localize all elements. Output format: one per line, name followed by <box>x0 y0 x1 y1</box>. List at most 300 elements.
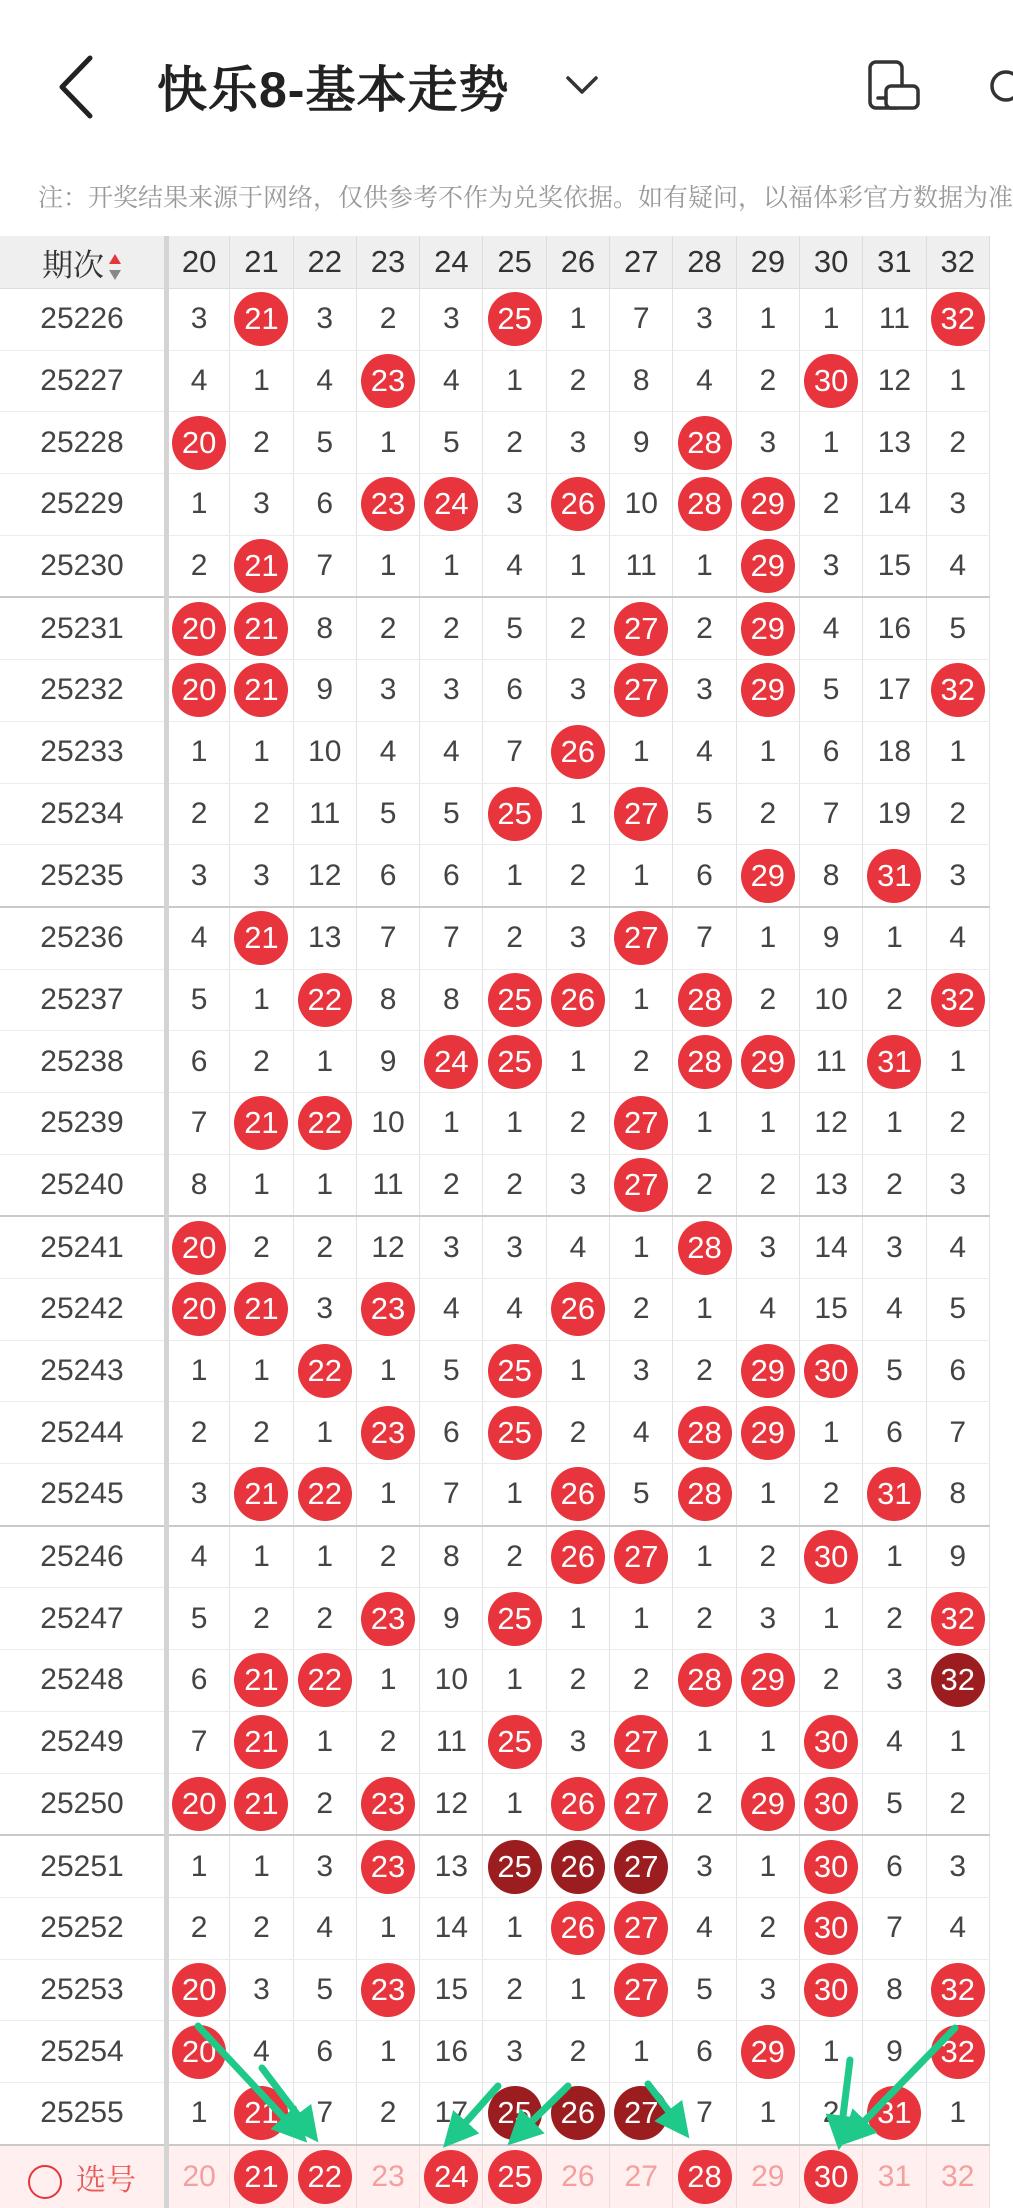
drawn-number-ball: 23 <box>361 354 415 408</box>
trend-cell: 4 <box>420 1279 483 1341</box>
drawn-number-ball: 25 <box>488 1592 542 1646</box>
trend-cell <box>356 1588 419 1650</box>
trend-cell: 1 <box>546 1031 609 1093</box>
trend-cell: 13 <box>420 1835 483 1897</box>
trend-cell: 15 <box>799 1279 862 1341</box>
select-number-cell[interactable]: 32 <box>926 2145 989 2208</box>
trend-cell: 16 <box>420 2021 483 2083</box>
trend-cell: 5 <box>167 1588 230 1650</box>
trend-cell: 5 <box>673 783 736 845</box>
trend-cell: 2 <box>863 1588 926 1650</box>
column-header: 31 <box>863 236 926 289</box>
trend-cell <box>230 289 293 351</box>
column-header: 25 <box>483 236 546 289</box>
trend-cell: 1 <box>736 907 799 969</box>
period-cell: 25252 <box>0 1897 167 1959</box>
column-header: 26 <box>546 236 609 289</box>
trend-cell: 1 <box>546 1959 609 2021</box>
trend-cell <box>863 2082 926 2144</box>
trend-cell: 3 <box>167 845 230 907</box>
drawn-number-ball: 26 <box>551 725 605 779</box>
trend-cell: 1 <box>483 1773 546 1835</box>
select-number-cell[interactable]: 26 <box>546 2145 609 2208</box>
drawn-number-ball: 20 <box>172 1963 226 2017</box>
trend-cell: 12 <box>293 845 356 907</box>
table-row <box>0 1526 989 1588</box>
trend-cell: 5 <box>926 1279 989 1341</box>
drawn-number-ball: 25 <box>488 787 542 841</box>
drawn-number-ball: 28 <box>678 973 732 1027</box>
drawn-number-ball: 21 <box>234 539 288 593</box>
drawn-number-ball: 32 <box>931 1963 985 2017</box>
trend-cell <box>610 1897 673 1959</box>
drawn-number-ball: 21 <box>234 602 288 656</box>
trend-cell: 6 <box>673 2021 736 2083</box>
select-number-cell[interactable]: 23 <box>356 2145 419 2208</box>
trend-cell: 6 <box>293 2021 356 2083</box>
trend-cell: 3 <box>483 474 546 536</box>
select-number-cell[interactable] <box>673 2145 736 2208</box>
drawn-number-ball: 25 <box>488 1406 542 1460</box>
trend-cell: 8 <box>863 1959 926 2021</box>
trend-cell: 5 <box>420 783 483 845</box>
trend-cell <box>230 660 293 722</box>
period-cell: 25237 <box>0 969 167 1031</box>
drawn-number-ball: 20 <box>172 663 226 717</box>
drawn-number-ball: 28 <box>678 1035 732 1089</box>
trend-cell: 1 <box>736 1835 799 1897</box>
drawn-number-ball: 26 <box>551 477 605 531</box>
trend-cell: 2 <box>736 1897 799 1959</box>
drawn-number-ball: 24 <box>424 1035 478 1089</box>
table-header-row <box>0 236 989 289</box>
trend-cell <box>610 907 673 969</box>
drawn-number-ball: 20 <box>172 2025 226 2079</box>
trend-cell: 2 <box>926 1773 989 1835</box>
trend-cell: 2 <box>863 969 926 1031</box>
drawn-number-ball: 29 <box>741 1653 795 1707</box>
column-header: 20 <box>167 236 230 289</box>
trend-cell: 3 <box>673 660 736 722</box>
trend-cell: 1 <box>230 721 293 783</box>
chevron-down-icon[interactable] <box>562 66 602 106</box>
drawn-number-ball: 21 <box>234 663 288 717</box>
drawn-number-ball: 23 <box>361 1963 415 2017</box>
trend-cell: 4 <box>167 350 230 412</box>
trend-cell <box>167 1216 230 1278</box>
selected-number-ball[interactable]: 25 <box>488 2150 542 2204</box>
trend-cell: 18 <box>863 721 926 783</box>
table-row <box>0 289 989 351</box>
trend-cell: 4 <box>420 721 483 783</box>
trend-cell <box>673 969 736 1031</box>
sort-icon[interactable] <box>108 252 122 282</box>
trend-cell: 1 <box>926 350 989 412</box>
trend-cell <box>420 1031 483 1093</box>
trend-cell <box>736 2021 799 2083</box>
drawn-number-ball: 30 <box>804 1901 858 1955</box>
period-cell: 25230 <box>0 535 167 597</box>
period-cell: 25247 <box>0 1588 167 1650</box>
period-cell: 25227 <box>0 350 167 412</box>
drawn-number-ball: 25 <box>488 1840 542 1894</box>
trend-cell: 6 <box>799 721 862 783</box>
trend-cell: 9 <box>420 1588 483 1650</box>
trend-cell: 4 <box>673 1897 736 1959</box>
trend-cell: 1 <box>483 1092 546 1154</box>
drawn-number-ball: 22 <box>298 1344 352 1398</box>
trend-cell: 9 <box>356 1031 419 1093</box>
drawn-number-ball: 31 <box>867 1035 921 1089</box>
table-row <box>0 1464 989 1526</box>
trend-cell: 1 <box>167 721 230 783</box>
drawn-number-ball: 21 <box>234 1715 288 1769</box>
table-row <box>0 660 989 722</box>
trend-cell: 2 <box>546 1402 609 1464</box>
trend-cell <box>546 1279 609 1341</box>
select-number-cell[interactable]: 29 <box>736 2145 799 2208</box>
column-header: 21 <box>230 236 293 289</box>
trend-cell <box>926 969 989 1031</box>
trend-cell <box>610 2082 673 2144</box>
rotate-screen-icon[interactable] <box>866 58 922 114</box>
trend-cell: 1 <box>863 907 926 969</box>
trend-cell: 2 <box>863 1154 926 1216</box>
trend-cell: 4 <box>546 1216 609 1278</box>
period-cell: 25244 <box>0 1402 167 1464</box>
period-cell: 25248 <box>0 1650 167 1712</box>
trend-grid <box>0 236 996 2197</box>
drawn-number-ball: 27 <box>614 911 668 965</box>
trend-cell <box>167 597 230 659</box>
trend-cell <box>483 783 546 845</box>
trend-cell: 2 <box>230 1402 293 1464</box>
trend-cell: 4 <box>293 350 356 412</box>
trend-cell <box>799 1526 862 1588</box>
trend-cell: 14 <box>799 1216 862 1278</box>
trend-cell: 13 <box>293 907 356 969</box>
trend-cell: 1 <box>230 1835 293 1897</box>
trend-cell: 2 <box>673 597 736 659</box>
table-row <box>0 845 989 907</box>
trend-cell: 1 <box>420 535 483 597</box>
selected-number-ball[interactable]: 22 <box>298 2150 352 2204</box>
period-cell: 25253 <box>0 1959 167 2021</box>
drawn-number-ball: 29 <box>741 1406 795 1460</box>
trend-cell: 13 <box>863 412 926 474</box>
trend-cell: 2 <box>799 1650 862 1712</box>
trend-cell <box>356 1959 419 2021</box>
trend-cell: 6 <box>483 660 546 722</box>
trend-cell: 16 <box>863 597 926 659</box>
trend-cell <box>167 660 230 722</box>
trend-cell: 3 <box>483 1216 546 1278</box>
drawn-number-ball: 26 <box>551 1530 605 1584</box>
trend-cell: 1 <box>546 783 609 845</box>
trend-cell: 3 <box>863 1216 926 1278</box>
trend-table <box>0 236 990 2208</box>
drawn-number-ball: 29 <box>741 663 795 717</box>
drawn-number-ball: 29 <box>741 849 795 903</box>
trend-cell <box>293 969 356 1031</box>
trend-cell <box>673 1464 736 1526</box>
trend-cell <box>546 474 609 536</box>
trend-cell: 2 <box>546 350 609 412</box>
select-number-cell[interactable]: 20 <box>167 2145 230 2208</box>
trend-cell: 2 <box>230 1216 293 1278</box>
trend-cell: 1 <box>799 289 862 351</box>
trend-cell: 4 <box>293 1897 356 1959</box>
drawn-number-ball: 26 <box>551 1467 605 1521</box>
selected-number-ball[interactable]: 24 <box>424 2150 478 2204</box>
drawn-number-ball: 22 <box>298 1467 352 1521</box>
trend-cell: 6 <box>863 1835 926 1897</box>
trend-cell: 10 <box>293 721 356 783</box>
drawn-number-ball: 26 <box>551 1901 605 1955</box>
trend-cell <box>230 1092 293 1154</box>
trend-cell: 2 <box>926 1092 989 1154</box>
trend-cell: 2 <box>356 2082 419 2144</box>
trend-cell <box>230 1464 293 1526</box>
trend-cell <box>673 412 736 474</box>
trend-cell: 1 <box>736 1711 799 1773</box>
trend-cell: 1 <box>420 1092 483 1154</box>
table-row <box>0 1588 989 1650</box>
period-cell: 25233 <box>0 721 167 783</box>
trend-cell <box>230 535 293 597</box>
select-number-cell[interactable] <box>483 2145 546 2208</box>
period-header[interactable] <box>0 236 167 289</box>
trend-cell: 1 <box>673 1092 736 1154</box>
trend-cell <box>799 1711 862 1773</box>
trend-cell: 14 <box>420 1897 483 1959</box>
trend-cell <box>799 1897 862 1959</box>
trend-cell <box>483 1031 546 1093</box>
select-toggle[interactable] <box>0 2145 167 2208</box>
trend-cell: 1 <box>673 1279 736 1341</box>
trend-cell: 9 <box>293 660 356 722</box>
trend-cell <box>610 1773 673 1835</box>
trend-cell: 4 <box>483 535 546 597</box>
number-select-row <box>0 2145 989 2208</box>
select-number-cell[interactable] <box>293 2145 356 2208</box>
drawn-number-ball: 29 <box>741 1035 795 1089</box>
trend-cell: 1 <box>610 1216 673 1278</box>
trend-cell <box>483 1402 546 1464</box>
trend-cell <box>483 289 546 351</box>
trend-cell <box>293 1464 356 1526</box>
trend-cell: 1 <box>610 721 673 783</box>
trend-cell: 1 <box>483 1464 546 1526</box>
trend-cell: 2 <box>356 289 419 351</box>
back-arrow-icon[interactable] <box>52 52 102 122</box>
drawn-number-ball: 21 <box>234 2086 288 2140</box>
trend-cell <box>610 1526 673 1588</box>
trend-cell: 1 <box>293 1402 356 1464</box>
trend-cell: 15 <box>420 1959 483 2021</box>
drawn-number-ball: 30 <box>804 1344 858 1398</box>
trend-cell: 1 <box>167 1835 230 1897</box>
trend-cell <box>736 1402 799 1464</box>
select-number-cell[interactable] <box>230 2145 293 2208</box>
table-row <box>0 597 989 659</box>
trend-cell: 3 <box>546 1711 609 1773</box>
trend-cell: 1 <box>483 1897 546 1959</box>
drawn-number-ball: 26 <box>551 1282 605 1336</box>
trend-cell: 11 <box>799 1031 862 1093</box>
period-header-label: 期次 <box>42 247 104 283</box>
drawn-number-ball: 26 <box>551 1840 605 1894</box>
trend-cell: 2 <box>546 597 609 659</box>
period-cell: 25231 <box>0 597 167 659</box>
table-row <box>0 412 989 474</box>
trend-cell: 7 <box>356 907 419 969</box>
drawn-number-ball: 27 <box>614 1901 668 1955</box>
trend-cell: 14 <box>863 474 926 536</box>
trend-cell <box>483 969 546 1031</box>
trend-cell: 3 <box>167 1464 230 1526</box>
trend-cell <box>926 1650 989 1712</box>
trend-cell: 9 <box>799 907 862 969</box>
drawn-number-ball: 32 <box>931 2025 985 2079</box>
table-row <box>0 969 989 1031</box>
trend-cell: 3 <box>483 2021 546 2083</box>
drawn-number-ball: 25 <box>488 2086 542 2140</box>
column-header: 23 <box>356 236 419 289</box>
trend-cell: 12 <box>863 350 926 412</box>
drawn-number-ball: 32 <box>931 1653 985 1707</box>
table-row <box>0 535 989 597</box>
select-number-cell[interactable] <box>799 2145 862 2208</box>
selected-number-ball[interactable]: 28 <box>678 2150 732 2204</box>
trend-cell <box>610 1959 673 2021</box>
trend-cell: 6 <box>293 474 356 536</box>
trend-cell <box>736 474 799 536</box>
trend-cell <box>736 1650 799 1712</box>
trend-cell: 5 <box>610 1464 673 1526</box>
drawn-number-ball: 21 <box>234 1096 288 1150</box>
trend-cell: 3 <box>926 1835 989 1897</box>
trend-cell: 11 <box>863 289 926 351</box>
trend-cell: 1 <box>926 2082 989 2144</box>
drawn-number-ball: 31 <box>867 2086 921 2140</box>
period-cell: 25234 <box>0 783 167 845</box>
trend-cell <box>610 783 673 845</box>
trend-cell: 1 <box>610 969 673 1031</box>
trend-cell: 1 <box>356 1650 419 1712</box>
trend-cell: 2 <box>546 845 609 907</box>
select-number-cell[interactable]: 27 <box>610 2145 673 2208</box>
page-title[interactable]: 快乐8-基本走势 <box>157 62 510 118</box>
period-cell: 25229 <box>0 474 167 536</box>
period-cell: 25250 <box>0 1773 167 1835</box>
trend-cell: 9 <box>863 2021 926 2083</box>
trend-cell: 4 <box>673 721 736 783</box>
trend-cell: 1 <box>926 1031 989 1093</box>
column-header: 27 <box>610 236 673 289</box>
drawn-number-ball: 20 <box>172 1221 226 1275</box>
drawn-number-ball: 28 <box>678 1221 732 1275</box>
drawn-number-ball: 27 <box>614 1840 668 1894</box>
trend-cell: 1 <box>167 474 230 536</box>
trend-cell: 8 <box>420 1526 483 1588</box>
table-row <box>0 1279 989 1341</box>
trend-cell: 1 <box>230 1526 293 1588</box>
selected-number-ball[interactable]: 30 <box>804 2150 858 2204</box>
trend-cell: 1 <box>356 412 419 474</box>
trend-cell: 3 <box>293 1835 356 1897</box>
trend-cell: 3 <box>610 1340 673 1402</box>
trend-cell: 1 <box>673 535 736 597</box>
trend-cell: 6 <box>356 845 419 907</box>
drawn-number-ball: 28 <box>678 416 732 470</box>
trend-cell: 1 <box>230 350 293 412</box>
trend-cell: 3 <box>736 1959 799 2021</box>
trend-cell: 2 <box>926 412 989 474</box>
trend-cell: 1 <box>293 1526 356 1588</box>
trend-cell: 7 <box>167 1092 230 1154</box>
period-cell: 25226 <box>0 289 167 351</box>
trend-cell <box>863 1031 926 1093</box>
trend-cell <box>167 412 230 474</box>
trend-cell: 4 <box>926 1897 989 1959</box>
select-number-cell[interactable]: 31 <box>863 2145 926 2208</box>
trend-cell <box>356 1835 419 1897</box>
table-row <box>0 1959 989 2021</box>
drawn-number-ball: 27 <box>614 2086 668 2140</box>
trend-cell: 5 <box>420 1340 483 1402</box>
trend-cell <box>736 1340 799 1402</box>
trend-cell: 4 <box>230 2021 293 2083</box>
table-row <box>0 1835 989 1897</box>
trend-cell: 4 <box>167 907 230 969</box>
trend-cell: 4 <box>863 1711 926 1773</box>
trend-cell: 3 <box>926 1154 989 1216</box>
trend-cell: 3 <box>230 845 293 907</box>
selected-number-ball[interactable]: 21 <box>234 2150 288 2204</box>
trend-cell: 3 <box>420 289 483 351</box>
trend-cell: 5 <box>293 1959 356 2021</box>
trend-cell: 2 <box>610 1031 673 1093</box>
trend-cell: 1 <box>293 1711 356 1773</box>
drawn-number-ball: 26 <box>551 2086 605 2140</box>
trend-cell: 1 <box>863 1526 926 1588</box>
trend-cell: 2 <box>230 1897 293 1959</box>
drawn-number-ball: 31 <box>867 849 921 903</box>
trend-cell: 1 <box>546 289 609 351</box>
trend-cell: 1 <box>356 535 419 597</box>
trend-cell: 5 <box>356 783 419 845</box>
trend-cell: 11 <box>293 783 356 845</box>
drawn-number-ball: 28 <box>678 1406 732 1460</box>
trend-cell: 2 <box>610 1279 673 1341</box>
trend-cell: 2 <box>546 1650 609 1712</box>
trend-cell: 2 <box>230 1588 293 1650</box>
trend-cell <box>167 1279 230 1341</box>
drawn-number-ball: 24 <box>424 477 478 531</box>
select-number-cell[interactable] <box>420 2145 483 2208</box>
trend-cell: 6 <box>167 1650 230 1712</box>
radio-icon[interactable] <box>28 2165 62 2199</box>
trend-cell: 7 <box>483 721 546 783</box>
drawn-number-ball: 21 <box>234 292 288 346</box>
trend-cell <box>230 1279 293 1341</box>
trend-cell <box>546 1464 609 1526</box>
drawn-number-ball: 27 <box>614 663 668 717</box>
column-header: 22 <box>293 236 356 289</box>
more-icon[interactable] <box>986 66 1006 106</box>
trend-cell: 4 <box>799 597 862 659</box>
